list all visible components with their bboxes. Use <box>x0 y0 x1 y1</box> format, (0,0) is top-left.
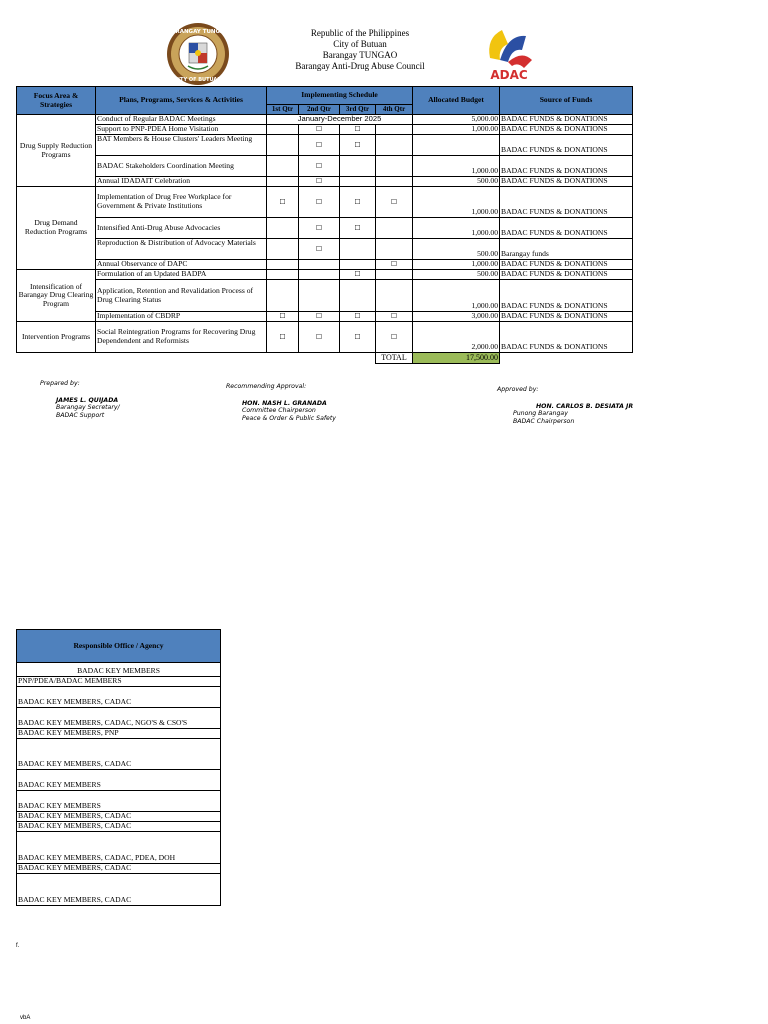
recommending-approval-label: Recommending Approval: <box>226 383 307 390</box>
budget-cell <box>413 135 500 156</box>
q1-cell <box>267 125 299 135</box>
recommending-title: Committee Chairperson <box>242 407 316 415</box>
seal-text-bottom: CITY OF BUTUAN <box>174 77 222 83</box>
badac-plan-table <box>16 86 633 364</box>
q3-cell <box>340 260 376 270</box>
focus-area-cell: Drug Demand Reduction Programs <box>17 187 96 270</box>
q4-cell <box>376 239 413 260</box>
responsible-row: BADAC KEY MEMBERS, CADAC, PDEA, DOH <box>17 832 221 864</box>
activity-cell: Implementation of Drug Free Workplace for Government & Private Institutions <box>96 187 267 218</box>
checkbox-icon: ☐ <box>340 322 376 353</box>
q3-cell <box>340 239 376 260</box>
header-focus-area: Focus Area & Strategies <box>17 87 96 115</box>
q4-cell <box>376 218 413 239</box>
header-q3: 3rd Qtr <box>340 105 376 115</box>
total-label: TOTAL <box>376 353 413 364</box>
q4-cell <box>376 270 413 280</box>
approved-name: HON. CARLOS B. DESIATA JR <box>536 403 634 410</box>
responsible-row: BADAC KEY MEMBERS <box>17 791 221 812</box>
table-row <box>17 260 633 270</box>
recommending-block <box>242 400 336 422</box>
activity-cell: BAT Members & House Clusters' Leaders Meeting <box>96 135 267 156</box>
responsible-row: PNP/PDEA/BADAC MEMBERS <box>17 677 221 687</box>
source-cell: BADAC FUNDS & DONATIONS <box>500 312 633 322</box>
q2-cell <box>299 270 340 280</box>
q4-cell <box>376 177 413 187</box>
responsible-header: Responsible Office / Agency <box>17 630 221 663</box>
prepared-by-title: Barangay Secretary/ <box>56 404 120 412</box>
activity-cell: Support to PNP-PDEA Home Visitation <box>96 125 267 135</box>
budget-cell: 500.00 <box>413 177 500 187</box>
approved-by-label: Approved by: <box>497 386 539 393</box>
budget-cell: 1,000.00 <box>413 260 500 270</box>
responsible-row: BADAC KEY MEMBERS, CADAC <box>17 864 221 874</box>
table-row <box>17 280 633 312</box>
table-row <box>17 135 633 156</box>
checkbox-icon: ☐ <box>267 187 299 218</box>
prepared-by-title2: BADAC Support <box>56 411 105 419</box>
source-cell: BADAC FUNDS & DONATIONS <box>500 322 633 353</box>
responsible-row: BADAC KEY MEMBERS, CADAC <box>17 822 221 832</box>
checkbox-icon: ☐ <box>299 218 340 239</box>
adac-logo-text: ADAC <box>490 68 528 82</box>
table-row <box>17 187 633 218</box>
q1-cell <box>267 135 299 156</box>
focus-area-cell: Drug Supply Reduction Programs <box>17 115 96 187</box>
recommending-title2: Peace & Order & Public Safety <box>242 414 336 422</box>
q4-cell <box>376 135 413 156</box>
checkbox-icon: ☐ <box>376 260 413 270</box>
table-row <box>17 218 633 239</box>
table-row <box>17 115 633 125</box>
checkbox-icon: ☐ <box>340 187 376 218</box>
checkbox-icon: ☐ <box>340 135 376 156</box>
budget-cell: 1,000.00 <box>413 280 500 312</box>
header-line-city: City of Butuan <box>333 39 387 49</box>
approved-title: Punong Barangay <box>513 410 568 418</box>
table-row <box>17 270 633 280</box>
checkbox-icon: ☐ <box>299 239 340 260</box>
q3-cell <box>340 177 376 187</box>
budget-cell: 1,000.00 <box>413 187 500 218</box>
checkbox-icon: ☐ <box>267 312 299 322</box>
checkbox-icon: ☐ <box>340 270 376 280</box>
checkbox-icon: ☐ <box>299 135 340 156</box>
responsible-row: BADAC KEY MEMBERS, CADAC <box>17 739 221 770</box>
source-cell: BADAC FUNDS & DONATIONS <box>500 156 633 177</box>
source-cell: Barangay funds <box>500 239 633 260</box>
header-source-of-funds: Source of Funds <box>500 87 633 115</box>
q2-cell <box>299 260 340 270</box>
q4-cell <box>376 156 413 177</box>
q3-cell <box>340 156 376 177</box>
checkbox-icon: ☐ <box>340 125 376 135</box>
header-line-council: Barangay Anti-Drug Abuse Council <box>295 61 425 71</box>
source-cell: BADAC FUNDS & DONATIONS <box>500 187 633 218</box>
responsible-row: BADAC KEY MEMBERS, CADAC <box>17 687 221 708</box>
checkbox-icon: ☐ <box>376 322 413 353</box>
schedule-span-cell: January-December 2025 <box>267 115 413 125</box>
barangay-seal-logo <box>166 22 230 86</box>
activity-cell: Annual IDADAIT Celebration <box>96 177 267 187</box>
source-cell: BADAC FUNDS & DONATIONS <box>500 270 633 280</box>
activity-cell: BADAC Stakeholders Coordination Meeting <box>96 156 267 177</box>
table-row <box>17 239 633 260</box>
stray-mark: vbA <box>20 1015 31 1021</box>
checkbox-icon: ☐ <box>340 218 376 239</box>
header-plans: Plans, Programs, Services & Activities <box>96 87 267 115</box>
responsible-row: BADAC KEY MEMBERS, CADAC <box>17 812 221 822</box>
budget-cell: 1,000.00 <box>413 218 500 239</box>
q4-cell <box>376 125 413 135</box>
activity-cell: Implementation of CBDRP <box>96 312 267 322</box>
source-cell: BADAC FUNDS & DONATIONS <box>500 280 633 312</box>
approved-title2: BADAC Chairperson <box>513 417 575 425</box>
stray-mark: f. <box>16 943 20 949</box>
checkbox-icon: ☐ <box>376 312 413 322</box>
source-cell: BADAC FUNDS & DONATIONS <box>500 125 633 135</box>
document-header <box>260 28 460 72</box>
total-value: 17,500.00 <box>413 353 500 364</box>
responsible-row: BADAC KEY MEMBERS, CADAC <box>17 874 221 906</box>
source-cell: BADAC FUNDS & DONATIONS <box>500 218 633 239</box>
prepared-by-label: Prepared by: <box>40 380 80 387</box>
activity-cell: Reproduction & Distribution of Advocacy Materials <box>96 239 267 260</box>
table-row <box>17 156 633 177</box>
header-allocated-budget: Allocated Budget <box>413 87 500 115</box>
budget-cell: 2,000.00 <box>413 322 500 353</box>
header-q4: 4th Qtr <box>376 105 413 115</box>
approved-by-block <box>513 403 633 425</box>
responsible-row: BADAC KEY MEMBERS, CADAC, NGO'S & CSO'S <box>17 708 221 729</box>
q1-cell <box>267 218 299 239</box>
checkbox-icon: ☐ <box>299 125 340 135</box>
budget-cell: 3,000.00 <box>413 312 500 322</box>
header-q1: 1st Qtr <box>267 105 299 115</box>
checkbox-icon: ☐ <box>340 312 376 322</box>
checkbox-icon: ☐ <box>299 156 340 177</box>
q1-cell <box>267 156 299 177</box>
checkbox-icon: ☐ <box>267 322 299 353</box>
q1-cell <box>267 260 299 270</box>
responsible-office-table <box>16 629 221 906</box>
header-line-republic: Republic of the Philippines <box>310 28 410 38</box>
budget-cell: 1,000.00 <box>413 125 500 135</box>
responsible-row: BADAC KEY MEMBERS <box>17 770 221 791</box>
source-cell: BADAC FUNDS & DONATIONS <box>500 135 633 156</box>
q1-cell <box>267 280 299 312</box>
focus-area-cell: Intensification of Barangay Drug Clearing Program <box>17 270 96 322</box>
table-row <box>17 312 633 322</box>
table-row <box>17 125 633 135</box>
source-cell: BADAC FUNDS & DONATIONS <box>500 260 633 270</box>
q3-cell <box>340 280 376 312</box>
total-row <box>17 353 633 364</box>
prepared-by-block <box>56 397 120 419</box>
budget-cell: 500.00 <box>413 239 500 260</box>
focus-area-cell: Intervention Programs <box>17 322 96 353</box>
table-row <box>17 322 633 353</box>
adac-logo <box>478 24 540 82</box>
activity-cell: Social Reintegration Programs for Recovering Drug Dependendent and Reformists <box>96 322 267 353</box>
checkbox-icon: ☐ <box>299 312 340 322</box>
activity-cell: Annual Observance of DAPC <box>96 260 267 270</box>
budget-cell: 500.00 <box>413 270 500 280</box>
checkbox-icon: ☐ <box>299 322 340 353</box>
source-cell: BADAC FUNDS & DONATIONS <box>500 177 633 187</box>
prepared-by-name: JAMES L. QUIJADA <box>56 397 119 404</box>
q1-cell <box>267 177 299 187</box>
checkbox-icon: ☐ <box>376 187 413 218</box>
recommending-name: HON. NASH L. GRANADA <box>242 400 327 407</box>
activity-cell: Conduct of Regular BADAC Meetings <box>96 115 267 125</box>
checkbox-icon: ☐ <box>299 177 340 187</box>
budget-cell: 1,000.00 <box>413 156 500 177</box>
header-implementing-schedule: Implementing Schedule <box>267 87 413 105</box>
header-q2: 2nd Qtr <box>299 105 340 115</box>
table-row <box>17 177 633 187</box>
seal-text-top: BARANGAY TUNGAO <box>167 29 229 35</box>
activity-cell: Formulation of an Updated BADPA <box>96 270 267 280</box>
responsible-row: BADAC KEY MEMBERS, PNP <box>17 729 221 739</box>
source-cell: BADAC FUNDS & DONATIONS <box>500 115 633 125</box>
checkbox-icon: ☐ <box>299 187 340 218</box>
q1-cell <box>267 270 299 280</box>
q1-cell <box>267 239 299 260</box>
q4-cell <box>376 280 413 312</box>
header-line-barangay: Barangay TUNGAO <box>322 50 398 60</box>
activity-cell: Application, Retention and Revalidation Process of Drug Clearing Status <box>96 280 267 312</box>
activity-cell: Intensified Anti-Drug Abuse Advocacies <box>96 218 267 239</box>
budget-cell: 5,000.00 <box>413 115 500 125</box>
q2-cell <box>299 280 340 312</box>
responsible-row: BADAC KEY MEMBERS <box>17 663 221 677</box>
